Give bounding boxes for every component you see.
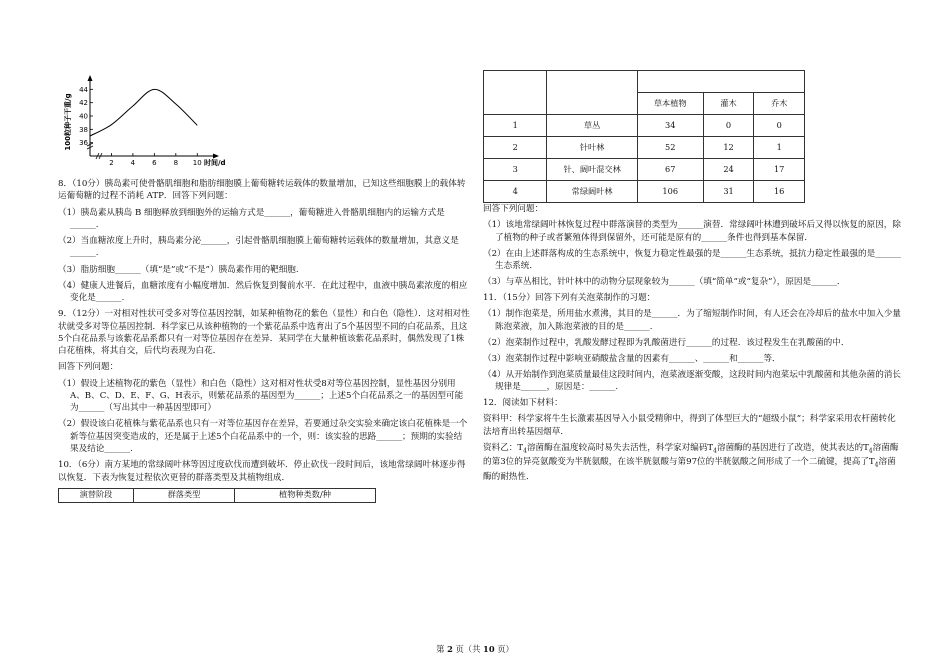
question-11 bbox=[483, 292, 903, 394]
table-cell: 16 bbox=[754, 181, 805, 203]
q9-item-2: （2）假设该白花植株与紫花品系也只有一对等位基因存在差异，若要通过杂交实验来确定该白花植株是一个新等位基因突变造成的，还是属于上述5个白花品系中的一个，则：该实验的思路______；预期的实验结果及结论______. bbox=[58, 419, 468, 455]
q8-item-1: （1）胰岛素从胰岛 B 细胞释放到细胞外的运输方式是______，葡萄糖进入骨骼肌细胞内的运输方式是______. bbox=[58, 207, 445, 230]
q9-prompt: 回答下列问题： bbox=[58, 362, 119, 373]
material-b-text: 溶菌酶的第3位的异亮氨酸变为半胱氨酸，在该半胱氨酸与第97位的半胱氨酸之间形成了一个二硫键，提高了T bbox=[483, 442, 899, 468]
page-total: 10 bbox=[483, 644, 495, 654]
material-b-text: 资料乙：T bbox=[483, 442, 524, 453]
table-cell: 106 bbox=[637, 181, 703, 203]
material-b-text: 溶菌酶的耐热性． bbox=[483, 457, 896, 482]
q12-material-a: 资料甲：科学家将牛生长激素基因导入小鼠受精卵中，得到了体型巨大的“超级小鼠”；科学家采用农杆菌转化法培育出转基因烟草． bbox=[483, 414, 896, 437]
table-cell: 12 bbox=[703, 137, 754, 159]
table-subheader-tree: 乔木 bbox=[754, 93, 805, 115]
q10-stem: 10．（6分）南方某地的常绿阔叶林等因过度砍伐而遭到破坏．停止砍伐一段时间后，该地常绿阔叶林逐步得以恢复．下表为恢复过程依次更替的群落类型及其植物组成． bbox=[58, 460, 466, 483]
table-cell: 3 bbox=[484, 159, 547, 181]
table-cell: 0 bbox=[754, 115, 805, 137]
table-header-community: 群落类型 bbox=[134, 488, 235, 502]
table-cell: 17 bbox=[754, 159, 805, 181]
q11-item-3: （3）泡菜制作过程中影响亚硝酸盐含量的因素有______、______和______等． bbox=[483, 353, 781, 364]
dry-weight-chart bbox=[60, 70, 230, 174]
q9-item-1: （1）假设上述植物花的紫色（显性）和白色（隐性）这对相对性状受8对等位基因控制，显性基因分别用A、B、C、D、E、F、G、H表示，则紫花品系的基因型为______；上述5个白花品系之一的基因型可能为______（写出其中一种基因型即可） bbox=[58, 378, 464, 414]
table-cell-empty bbox=[637, 71, 804, 93]
x-tick-label: 2 bbox=[109, 159, 114, 167]
y-tick-label: 38 bbox=[79, 125, 88, 134]
question-8 bbox=[58, 178, 470, 304]
q8-item-2: （2）当血糖浓度上升时，胰岛素分泌______，引起骨骼肌细胞膜上葡萄糖转运载体的数量增加，其意义是______. bbox=[58, 236, 459, 259]
subscript: 4 bbox=[868, 447, 873, 455]
table-header-species: 植物种类数/种 bbox=[235, 488, 376, 502]
q11-item-2: （2）泡菜制作过程中，乳酸发酵过程即为乳酸菌进行______的过程．该过程发生在乳酸菌的中． bbox=[483, 337, 850, 348]
table-row bbox=[484, 181, 805, 203]
table-subheader-herb: 草本植物 bbox=[637, 93, 703, 115]
q11-item-1: （1）制作泡菜是，所用盐水煮沸，其目的是______．为了缩短制作时间，有人还会在冷却后的盐水中加入少量陈泡菜液，加入陈泡菜液的目的是______. bbox=[483, 309, 901, 332]
table-cell: 常绿阔叶林 bbox=[547, 181, 637, 203]
q12-material-b bbox=[483, 442, 903, 483]
q10-item-1: （1）该地常绿阔叶林恢复过程中群落演替的类型为______演替．常绿阔叶林遭到破坏后又得以恢复的原因，除了植物的种子或者繁殖体得到保留外，还可能是原有的______条件也得到基本保留． bbox=[483, 220, 901, 243]
table-cell: 1 bbox=[754, 137, 805, 159]
table-cell: 24 bbox=[703, 159, 754, 181]
q12-stem: 12．阅读如下材料： bbox=[483, 398, 563, 409]
y-tick-label: 36 bbox=[79, 139, 88, 148]
table-row bbox=[59, 488, 376, 502]
footer-text: 第 bbox=[436, 644, 448, 654]
material-b-text: 溶菌酶的基因进行了改造，使其表达的T bbox=[716, 442, 869, 453]
q10-item-3: （3）与草丛相比，针叶林中的动物分层现象较为______（填“简单”或“复杂”），原因是______． bbox=[483, 277, 846, 288]
table-row bbox=[484, 71, 805, 93]
y-axis-arrow bbox=[88, 75, 93, 81]
q8-item-3: （3）脂肪细胞______（填“是”或“不是”）胰岛素作用的靶细胞. bbox=[58, 264, 299, 275]
table-cell: 针、阔叶混交林 bbox=[547, 159, 637, 181]
subscript: 4 bbox=[523, 447, 527, 455]
q10-prompt: 回答下列问题： bbox=[483, 204, 544, 214]
material-b-text: 溶菌酶在温度较高时易失去活性，科学家对编码T bbox=[526, 442, 714, 453]
table-row bbox=[484, 115, 805, 137]
page-number: 2 bbox=[447, 644, 453, 654]
y-tick-label: 44 bbox=[79, 85, 88, 94]
table-cell: 4 bbox=[484, 181, 547, 203]
table-cell: 针叶林 bbox=[547, 137, 637, 159]
table-subheader-shrub: 灌木 bbox=[703, 93, 754, 115]
page-footer bbox=[0, 643, 950, 655]
succession-table-header bbox=[58, 488, 376, 503]
q10-item-2: （2）在由上述群落构成的生态系统中，恢复力稳定性最强的是______生态系统，抵抗力稳定性最强的是______生态系统． bbox=[483, 248, 901, 271]
table-cell: 52 bbox=[637, 137, 703, 159]
table-cell: 1 bbox=[484, 115, 547, 137]
table-cell: 草丛 bbox=[547, 115, 637, 137]
table-row bbox=[484, 137, 805, 159]
q8-item-4: （4）健康人进餐后，血糖浓度有小幅度增加．然后恢复到餐前水平．在此过程中，血液中胰岛素浓度的相应变化是______. bbox=[58, 280, 468, 303]
table-cell: 2 bbox=[484, 137, 547, 159]
x-axis-arrow bbox=[213, 154, 219, 159]
q11-stem: 11．（15分）回答下列有关泡菜制作的习题： bbox=[483, 293, 656, 304]
question-10 bbox=[58, 459, 470, 503]
subscript: 4 bbox=[713, 447, 717, 455]
y-tick-label: 40 bbox=[79, 112, 88, 121]
footer-text: 页） bbox=[494, 644, 514, 654]
right-column bbox=[483, 70, 903, 487]
x-tick-label: 10 bbox=[192, 159, 202, 167]
y-tick-label: 42 bbox=[79, 99, 88, 108]
table-header-stage: 演替阶段 bbox=[59, 488, 134, 502]
x-tick-label: 6 bbox=[152, 159, 157, 167]
subscript: 4 bbox=[874, 461, 879, 469]
table-row bbox=[484, 159, 805, 181]
y-axis-label: 100粒种子干重/g bbox=[64, 93, 72, 151]
table-cell-empty bbox=[484, 71, 547, 115]
chart-canvas bbox=[60, 70, 230, 174]
table-cell: 67 bbox=[637, 159, 703, 181]
q8-stem: 8．（10分）胰岛素可使骨骼肌细胞和脂肪细胞膜上葡萄糖转运载体的数量增加，已知这些细胞膜上的载体转运葡萄糖的过程不消耗 ATP．回答下列问题： bbox=[58, 179, 466, 202]
x-tick-label: 4 bbox=[130, 159, 136, 167]
question-12 bbox=[483, 397, 903, 483]
question-10-questions bbox=[483, 203, 903, 289]
q9-stem: 9．（12分）一对相对性状可受多对等位基因控制，如某种植物花的紫色（显性）和白色（隐性）．这对相对性状就受多对等位基因控制．科学家已从该种植物的一个紫花品系中选育出了5个基因型不同的白花品系，且这5个白花品系与该紫花品系都只有一对等位基因存在差异．某同学在大量种植该紫花品系时，偶然发现了1株白花植株，将其自交，后代均表现为白花． bbox=[58, 309, 470, 357]
table-cell: 31 bbox=[703, 181, 754, 203]
table-cell: 34 bbox=[637, 115, 703, 137]
footer-text: 页（共 bbox=[452, 644, 484, 654]
q11-item-4: （4）从开始制作到泡菜质量最佳这段时间内，泡菜液逐渐变酸，这段时间内泡菜坛中乳酸菌和其他杂菌的消长规律是______，原因是：______. bbox=[483, 369, 901, 393]
succession-table-body bbox=[483, 70, 805, 203]
left-column bbox=[58, 70, 470, 503]
table-cell: 0 bbox=[703, 115, 754, 137]
x-tick-label: 8 bbox=[173, 159, 179, 167]
series-line-dry-weight bbox=[90, 89, 197, 136]
x-axis-label: 时间/d bbox=[204, 159, 226, 167]
question-9 bbox=[58, 308, 470, 456]
table-cell-empty bbox=[547, 71, 637, 115]
